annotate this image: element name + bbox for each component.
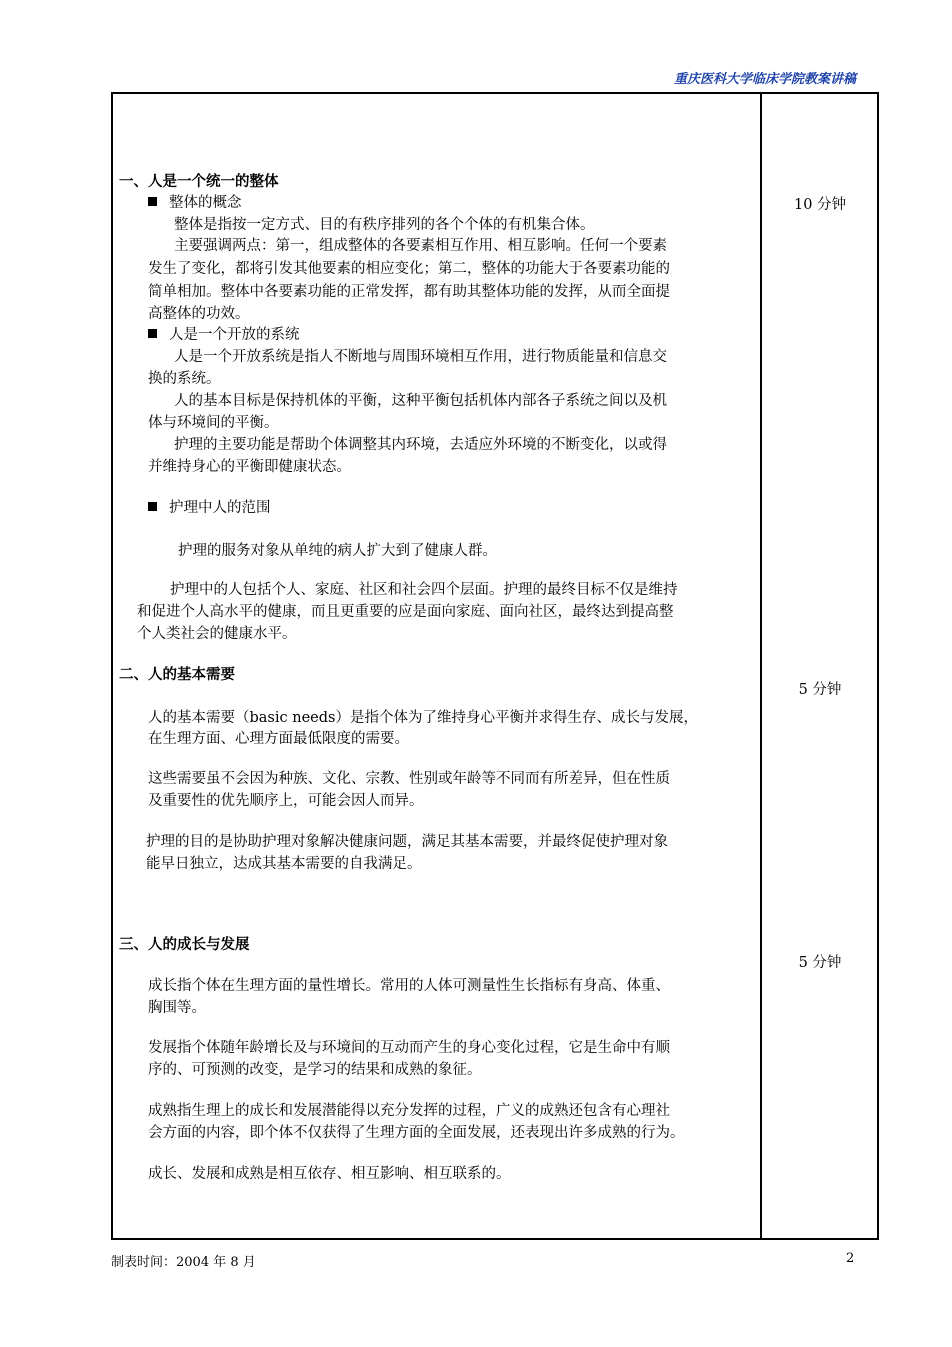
paragraph-line: 人的基本需要（basic needs）是指个体为了维持身心平衡并求得生存、成长与发展， [148, 710, 698, 726]
paragraph-line: 个人类社会的健康水平。 [137, 626, 297, 642]
paragraph-line: 护理的主要功能是帮助个体调整其内环境，去适应外环境的不断变化，以或得 [174, 437, 667, 453]
footer-date: 制表时间：2004 年 8 月 [111, 1255, 256, 1270]
document-header: 重庆医科大学临床学院教案讲稿 [673, 72, 856, 87]
paragraph-line: 护理的目的是协助护理对象解决健康问题，满足其基本需要，并最终促使护理对象 [146, 834, 668, 850]
paragraph-line: 人是一个开放系统是指人不断地与周围环境相互作用，进行物质能量和信息交 [174, 349, 667, 365]
section-title-3: 三、人的成长与发展 [119, 937, 250, 953]
paragraph-line: 这些需要虽不会因为种族、文化、宗教、性别或年龄等不同而有所差异，但在性质 [148, 771, 670, 787]
paragraph-line: 胸围等。 [148, 1000, 206, 1016]
paragraph-line: 序的、可预测的改变，是学习的结果和成熟的象征。 [148, 1062, 482, 1078]
paragraph-line: 会方面的内容，即个体不仅获得了生理方面的全面发展，还表现出许多成熟的行为。 [148, 1125, 685, 1141]
paragraph-line: 成长指个体在生理方面的量性增长。常用的人体可测量性生长指标有身高、体重、 [148, 978, 670, 994]
paragraph-line: 和促进个人高水平的健康，而且更重要的应是面向家庭、面向社区，最终达到提高整 [137, 604, 674, 620]
paragraph-line: 并维持身心的平衡即健康状态。 [148, 459, 351, 475]
square-bullet-icon [148, 329, 157, 338]
bullet-item: 护理中人的范围 [148, 498, 271, 518]
page-number: 2 [846, 1251, 855, 1266]
paragraph-line: 高整体的功效。 [148, 306, 250, 322]
section-title-1: 一、人是一个统一的整体 [119, 174, 279, 190]
paragraph-line: 体与环境间的平衡。 [148, 415, 279, 431]
paragraph-line: 护理中的人包括个人、家庭、社区和社会四个层面。护理的最终目标不仅是维持 [170, 582, 678, 598]
section-title-2: 二、人的基本需要 [119, 667, 235, 683]
paragraph: 整体是指按一定方式、目的有秩序排列的各个个体的有机集合体。 [174, 217, 595, 233]
paragraph-line: 发生了变化，都将引发其他要素的相应变化；第二，整体的功能大于各要素功能的 [148, 261, 670, 277]
paragraph-line: 能早日独立，达成其基本需要的自我满足。 [146, 856, 422, 872]
bullet-item: 整体的概念 [148, 193, 242, 213]
paragraph-line: 主要强调两点：第一，组成整体的各要素相互作用、相互影响。任何一个要素 [174, 238, 667, 254]
paragraph-line: 在生理方面、心理方面最低限度的需要。 [148, 731, 409, 747]
paragraph-line: 及重要性的优先顺序上，可能会因人而异。 [148, 793, 424, 809]
paragraph-line: 成熟指生理上的成长和发展潜能得以充分发挥的过程，广义的成熟还包含有心理社 [148, 1103, 670, 1119]
paragraph: 护理的服务对象从单纯的病人扩大到了健康人群。 [178, 543, 497, 559]
paragraph-line: 人的基本目标是保持机体的平衡，这种平衡包括机体内部各子系统之间以及机 [174, 393, 667, 409]
bullet-item: 人是一个开放的系统 [148, 325, 300, 345]
paragraph-line: 发展指个体随年龄增长及与环境间的互动而产生的身心变化过程，它是生命中有顺 [148, 1040, 670, 1056]
time-allocation-3: 5 分钟 [798, 955, 842, 971]
time-allocation-2: 5 分钟 [798, 682, 842, 698]
square-bullet-icon [148, 197, 157, 206]
paragraph: 成长、发展和成熟是相互依存、相互影响、相互联系的。 [148, 1166, 511, 1182]
time-allocation-1: 10 分钟 [793, 197, 847, 213]
paragraph-line: 换的系统。 [148, 371, 221, 387]
paragraph-line: 简单相加。整体中各要素功能的正常发挥，都有助其整体功能的发挥，从而全面提 [148, 284, 670, 300]
square-bullet-icon [148, 502, 157, 511]
